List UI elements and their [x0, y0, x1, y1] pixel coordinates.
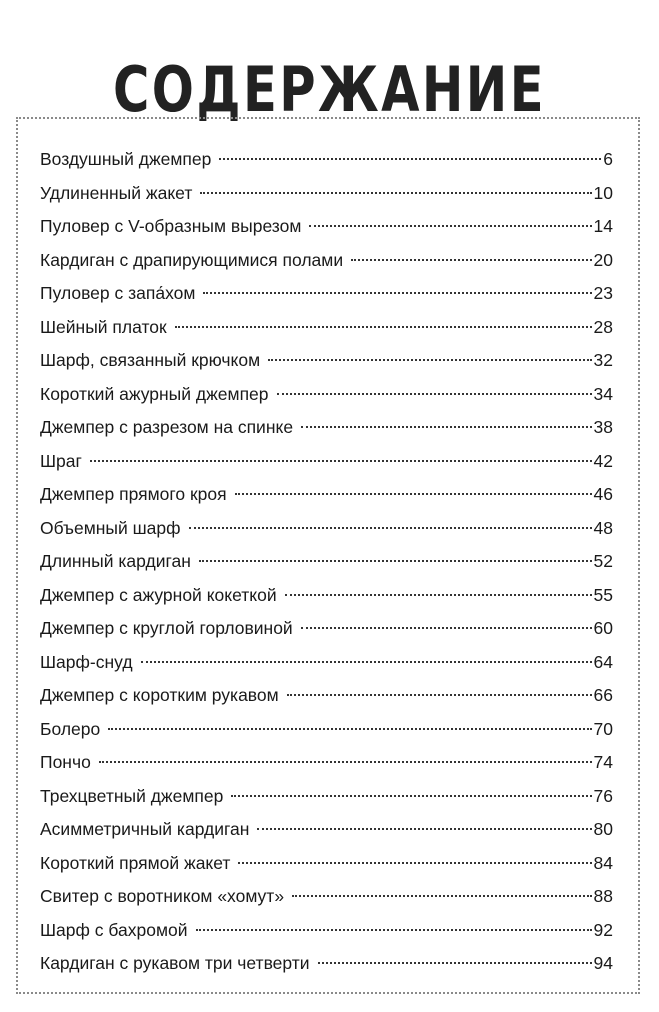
toc-entry-title: Джемпер с разрезом на спинке — [40, 417, 294, 437]
toc-entry[interactable] — [40, 914, 613, 948]
toc-entry[interactable] — [40, 277, 613, 311]
dot-leader — [200, 192, 591, 194]
toc-entry-page-number: 34 — [593, 383, 613, 404]
dot-leader — [199, 560, 592, 562]
toc-entry[interactable] — [40, 847, 613, 881]
toc-entry-page-number: 20 — [593, 249, 613, 270]
toc-entry-page-number: 28 — [593, 316, 613, 337]
toc-entry-page-number: 38 — [593, 417, 613, 437]
toc-entry-page-number: 48 — [593, 517, 613, 538]
toc-entry[interactable] — [40, 947, 613, 981]
toc-entry-title: Шейный платок — [40, 316, 167, 337]
toc-entry-page-number: 42 — [593, 450, 613, 471]
toc-entry-page-number: 88 — [593, 886, 613, 906]
dot-leader — [301, 627, 592, 629]
toc-entry-title: Пуловер с V-образным вырезом — [40, 216, 302, 236]
dot-leader — [292, 895, 591, 897]
dot-leader — [99, 761, 592, 763]
toc-entry-page-number: 66 — [593, 685, 613, 705]
toc-entry-title: Трехцветный джемпер — [40, 785, 224, 806]
dot-leader — [108, 728, 591, 730]
toc-entry[interactable] — [40, 177, 613, 211]
toc-entry[interactable] — [40, 445, 613, 479]
toc-entry-title: Джемпер с круглой горловиной — [40, 618, 293, 638]
toc-entry-page-number: 70 — [593, 718, 613, 739]
dot-leader — [196, 929, 592, 931]
toc-entry-title: Объемный шарф — [40, 517, 181, 538]
toc-entry-title: Короткий ажурный джемпер — [40, 383, 269, 404]
toc-entry-title: Шраг — [40, 450, 82, 471]
toc-entry-title: Шарф-снуд — [40, 651, 133, 672]
page-title: СОДЕРЖАНИЕ — [113, 52, 546, 126]
toc-entry[interactable] — [40, 378, 613, 412]
toc-entry-page-number: 52 — [593, 551, 613, 571]
dot-leader — [301, 426, 591, 428]
toc-list — [40, 143, 613, 981]
toc-entry[interactable] — [40, 813, 613, 847]
toc-entry[interactable] — [40, 478, 613, 512]
toc-entry[interactable] — [40, 244, 613, 278]
toc-entry-page-number: 32 — [593, 350, 613, 370]
toc-entry-page-number: 74 — [593, 752, 613, 772]
toc-entry-title: Шарф с бахромой — [40, 919, 188, 940]
toc-entry[interactable] — [40, 512, 613, 546]
toc-entry-page-number: 23 — [593, 283, 613, 303]
dot-leader — [351, 259, 591, 261]
dot-leader — [257, 828, 591, 830]
toc-entry-title: Джемпер прямого кроя — [40, 484, 227, 504]
toc-entry[interactable] — [40, 143, 613, 177]
toc-entry-page-number: 46 — [593, 484, 613, 504]
toc-entry-title: Свитер с воротником «хомут» — [40, 886, 285, 906]
toc-entry-title: Шарф, связанный крючком — [40, 350, 261, 370]
toc-entry[interactable] — [40, 612, 613, 646]
dot-leader — [189, 527, 592, 529]
toc-entry-page-number: 76 — [593, 785, 613, 806]
toc-entry[interactable] — [40, 579, 613, 613]
dot-leader — [90, 460, 592, 462]
dot-leader — [238, 862, 591, 864]
toc-entry[interactable] — [40, 344, 613, 378]
toc-entry-page-number: 55 — [593, 584, 613, 605]
dot-leader — [219, 158, 601, 160]
dot-leader — [231, 795, 591, 797]
toc-entry-title: Кардиган с рукавом три четверти — [40, 953, 310, 973]
toc-entry[interactable] — [40, 411, 613, 445]
toc-entry[interactable] — [40, 713, 613, 747]
toc-entry[interactable] — [40, 545, 613, 579]
toc-entry[interactable] — [40, 210, 613, 244]
dot-leader — [175, 326, 592, 328]
toc-entry[interactable] — [40, 780, 613, 814]
toc-entry-page-number: 10 — [593, 182, 613, 203]
dot-leader — [203, 292, 591, 294]
dot-leader — [277, 393, 592, 395]
toc-entry[interactable] — [40, 311, 613, 345]
toc-entry-title: Длинный кардиган — [40, 551, 191, 571]
toc-entry-title: Пончо — [40, 752, 91, 772]
toc-entry-title: Пуловер с запа́хом — [40, 283, 196, 303]
toc-entry-title: Джемпер с коротким рукавом — [40, 685, 279, 705]
toc-frame — [16, 117, 640, 994]
dot-leader — [285, 594, 592, 596]
toc-entry-page-number: 64 — [593, 651, 613, 672]
toc-entry-title: Асимметричный кардиган — [40, 819, 250, 839]
dot-leader — [141, 661, 592, 663]
dot-leader — [268, 359, 591, 361]
dot-leader — [318, 962, 592, 964]
toc-entry[interactable] — [40, 880, 613, 914]
toc-entry[interactable] — [40, 746, 613, 780]
dot-leader — [235, 493, 592, 495]
toc-entry-title: Удлиненный жакет — [40, 182, 193, 203]
toc-entry-page-number: 80 — [593, 819, 613, 839]
dot-leader — [287, 694, 592, 696]
toc-entry-page-number: 60 — [593, 618, 613, 638]
toc-entry-title: Кардиган с драпирующимися полами — [40, 249, 344, 270]
toc-entry-title: Джемпер с ажурной кокеткой — [40, 584, 277, 605]
toc-entry[interactable] — [40, 646, 613, 680]
toc-entry-title: Воздушный джемпер — [40, 149, 212, 169]
toc-entry-page-number: 94 — [593, 953, 613, 973]
toc-entry-page-number: 6 — [603, 149, 613, 169]
toc-entry-title: Короткий прямой жакет — [40, 852, 231, 873]
toc-entry-page-number: 84 — [593, 852, 613, 873]
toc-entry-page-number: 14 — [593, 216, 613, 236]
toc-entry-title: Болеро — [40, 718, 101, 739]
dot-leader — [309, 225, 591, 227]
toc-entry-page-number: 92 — [593, 919, 613, 940]
toc-entry[interactable] — [40, 679, 613, 713]
